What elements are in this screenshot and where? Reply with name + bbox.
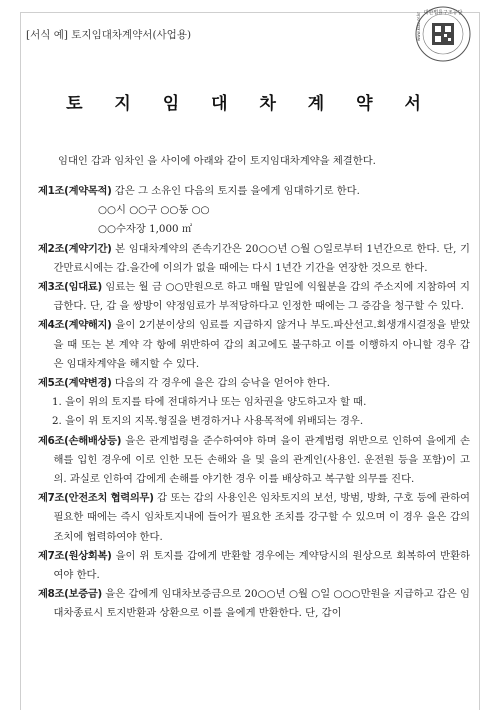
- article-5: 제5조(계약변경) 다음의 각 경우에 을은 갑의 승낙을 얻어야 한다.: [38, 377, 331, 390]
- article-7-safety: 제7조(안전조치 협력의무) 갑 또는 갑의 사용인은 임차토지의 보선, 방범, 방화, 구호 등에 관하여 필요한 때에는 즉시 임차토지내에 들어가 필요한 조치를 강구할 수 있으며 이 경우 을은 갑의 조치에 협력하여야 한다.: [38, 492, 471, 543]
- form-label: [서식 예] 토지임대차계약서(사업용): [26, 29, 192, 41]
- intro-sentence: 임대인 갑과 임차인 을 사이에 아래와 같이 토지임대차계약을 체결한다.: [58, 155, 376, 167]
- article-5-item-2: 2. 을이 위 토지의 지목.형질을 변경하거나 사용목적에 위배되는 경우.: [52, 415, 364, 428]
- article-4: 제4조(계약해지) 을이 2기분이상의 임료를 지급하지 않거나 부도.파산선고.회생개시결정을 받았을 때 또는 본 계약 각 항에 위반하여 갑의 최고에도 불구하고 이를 이행하지 아니할 경우 갑은 임대차계약을 해지할 수 있다.: [38, 319, 470, 370]
- article-7-restoration: 제7조(원상회복) 을이 위 토지를 갑에게 반환할 경우에는 계약당시의 원상으로 회복하여 반환하여야 한다.: [38, 549, 470, 582]
- article-3: 제3조(임대료) 임료는 월 금 ○○만원으로 하고 매월 말일에 익월분을 갑의 주소지에 지참하여 지급한다. 단, 갑 을 쌍방이 약정임료가 부적당하다고 인정한 때에는 그 증감을 청구할 수 있다.: [38, 281, 470, 313]
- article-6: 제6조(손해배상등) 을은 관계법령을 준수하여야 하며 을이 관계법령 위반으로 인하여 을에게 손해를 입힌 경우에 이로 인한 모든 손해와 을 및 을의 관계인(사용인. 운전원 등을 포함)이 고의. 과실로 인하여 갑에게 손해를 야기한 경우 이를 배상하고 복구할 의무를 진다.: [38, 434, 470, 486]
- article-8: 제8조(보증금) 을은 갑에게 임대차보증금으로 20○○년 ○월 ○일 ○○○만원을 지급하고 갑은 임대차종료시 토지반환과 상환으로 이를 을에게 반환한다. 단, 갑이: [38, 588, 470, 620]
- article-1: 제1조(계약목적) 갑은 그 소유인 다음의 토지를 을에게 임대하기로 한다.: [38, 185, 360, 197]
- article-1-area: ○○수자장 1,000 ㎡: [98, 223, 193, 236]
- article-1-address: ○○시 ○○구 ○○동 ○○: [98, 204, 210, 217]
- article-5-item-1: 1. 을이 위의 토지를 타에 전대하거나 또는 임차권을 양도하고자 할 때.: [52, 396, 367, 409]
- svg-text:대한법률구조공단: 대한법률구조공단: [423, 10, 463, 16]
- svg-text:www.klac.or.kr: www.klac.or.kr: [416, 11, 421, 41]
- document-title: 토 지 임 대 차 계 약 서: [66, 94, 434, 114]
- articles-body: [38, 182, 470, 624]
- article-2: 제2조(계약기간) 본 임대차계약의 존속기간은 20○○년 ○월 ○일로부터 1년간으로 한다. 단, 기간만료시에는 갑.을간에 이의가 없을 때에는 다시 1년간 기간을 연장한 것으로 한다.: [38, 242, 470, 274]
- organization-seal-icon: [412, 3, 474, 65]
